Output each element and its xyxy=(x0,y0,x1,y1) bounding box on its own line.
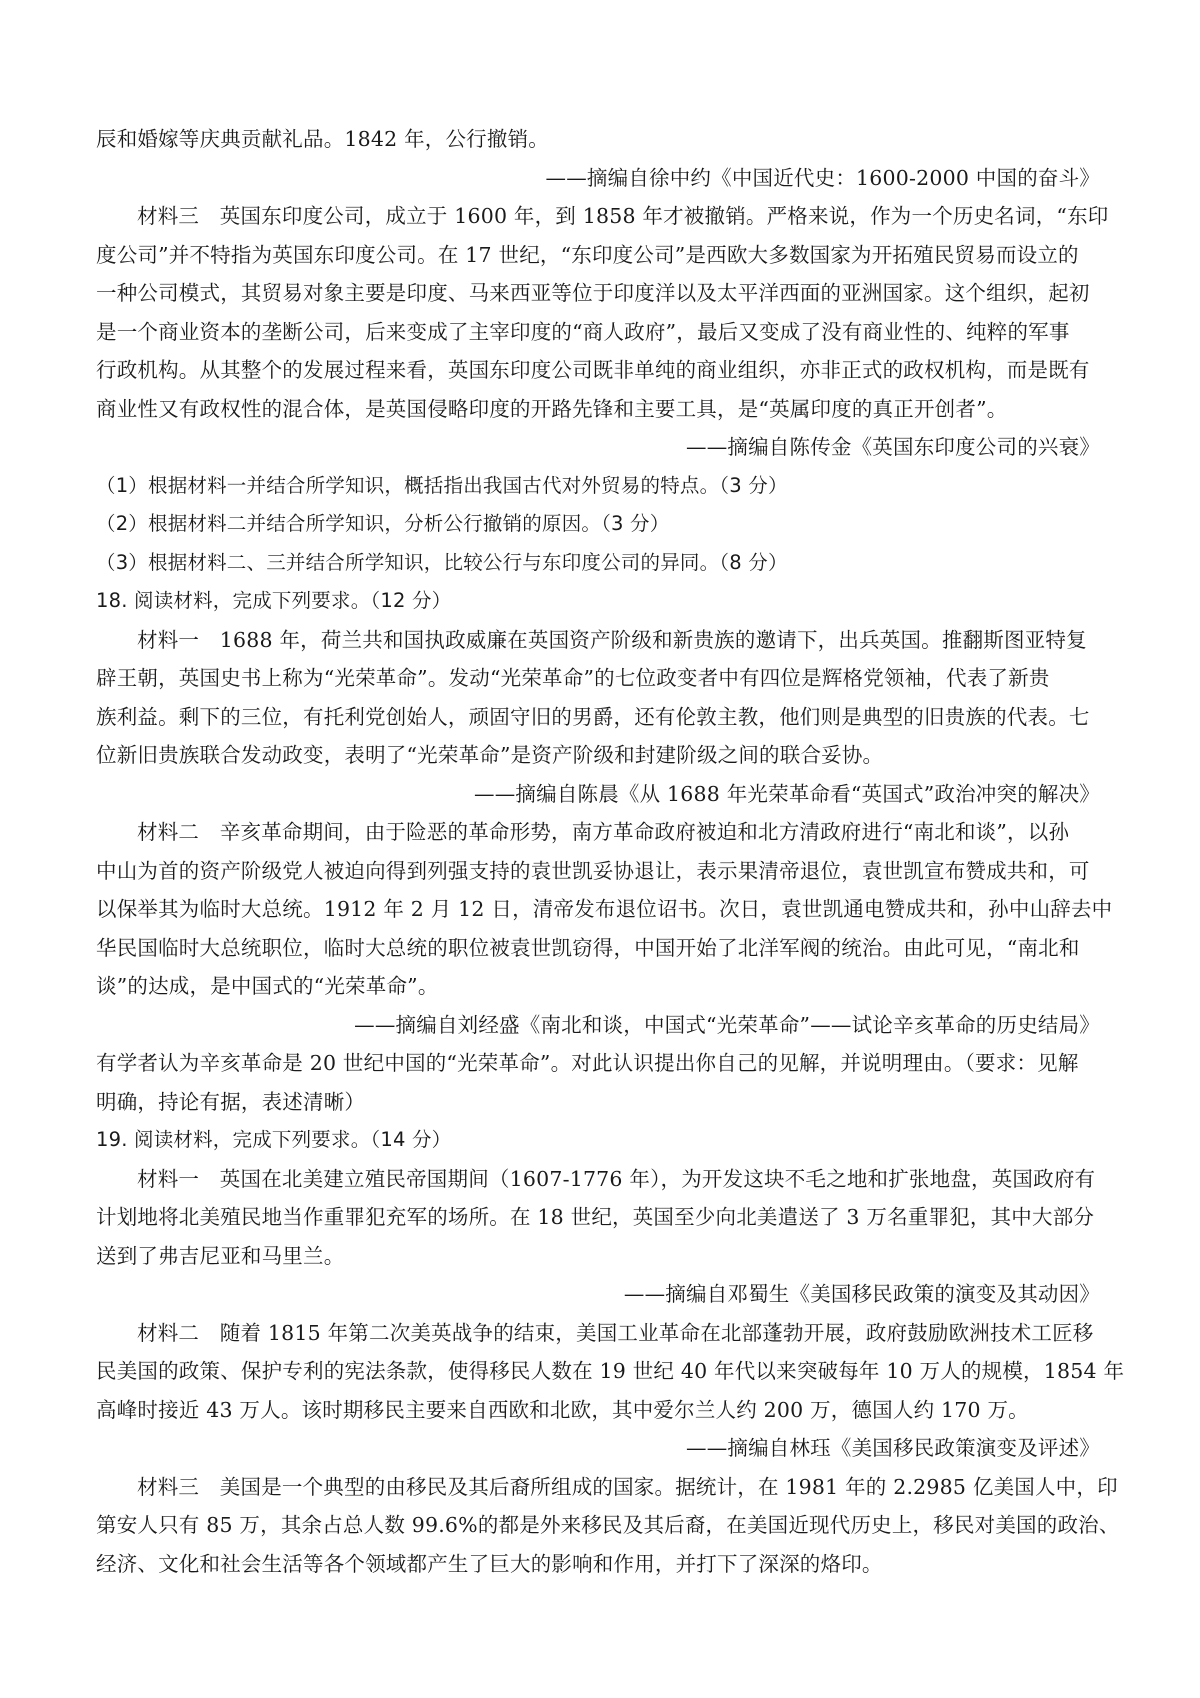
q18-material2-source: ——摘编自刘经盛《南北和谈，中国式“光荣革命”——试论辛亥革命的历史结局》 xyxy=(354,1012,1100,1037)
q17-subquestion-2: （2）根据材料二并结合所学知识，分析公行撤销的原因。（3 分） xyxy=(96,512,670,535)
q19-material3-line: 第安人只有 85 万，其余占总人数 99.6%的都是外来移民及其后裔，在美国近现代历史上，移民对美国的政治、 xyxy=(96,1513,1120,1537)
q19-material2-line: 材料二 随着 1815 年第二次美英战争的结束，美国工业革命在北部蓬勃开展，政府鼓励欧洲技术工匠移 xyxy=(137,1320,1094,1345)
q19-material3-line: 经济、文化和社会生活等各个领域都产生了巨大的影响和作用，并打下了深深的烙印。 xyxy=(96,1551,883,1576)
q19-material1-line: 送到了弗吉尼亚和马里兰。 xyxy=(96,1243,345,1268)
q17-material3-source: ——摘编自陈传金《英国东印度公司的兴衰》 xyxy=(686,435,1100,459)
q17-material3-line: 商业性又有政权性的混合体，是英国侵略印度的开路先锋和主要工具，是“英属印度的真正开创者”。 xyxy=(96,396,1008,421)
q18-material1-line: 位新旧贵族联合发动政变，表明了“光荣革命”是资产阶级和封建阶级之间的联合妥协。 xyxy=(96,743,884,767)
q18-material1-line: 材料一 1688 年，荷兰共和国执政威廉在英国资产阶级和新贵族的邀请下，出兵英国。推翻斯图亚特复 xyxy=(137,627,1087,652)
q18-material2-line: 材料二 辛亥革命期间，由于险恶的革命形势，南方革命政府被迫和北方清政府进行“南北和谈”，以孙 xyxy=(137,820,1070,844)
q17-subquestion-3: （3）根据材料二、三并结合所学知识，比较公行与东印度公司的异同。（8 分） xyxy=(96,550,788,574)
q19-material1-source: ——摘编自邓蜀生《美国移民政策的演变及其动因》 xyxy=(623,1282,1100,1306)
q18-material2-line: 以保举其为临时大总统。1912 年 2 月 12 日，清帝发布退位诏书。次日，袁世凯通电赞成共和，孙中山辞去中 xyxy=(96,897,1113,921)
q19-material1-line: 计划地将北美殖民地当作重罪犯充军的场所。在 18 世纪，英国至少向北美遣送了 3 万名重罪犯，其中大部分 xyxy=(96,1205,1095,1229)
exam-page xyxy=(96,120,1125,1583)
q17-subquestion-1: （1）根据材料一并结合所学知识，概括指出我国古代对外贸易的特点。（3 分） xyxy=(96,473,788,497)
q19-material2-source: ——摘编自林珏《美国移民政策演变及评述》 xyxy=(686,1436,1100,1460)
q18-heading: 18. 阅读材料，完成下列要求。（12 分） xyxy=(96,589,452,612)
q17-material3-line: 是一个商业资本的垄断公司，后来变成了主宰印度的“商人政府”，最后又变成了没有商业性的、纯粹的军事 xyxy=(96,319,1070,344)
q19-material1-line: 材料一 英国在北美建立殖民帝国期间（1607-1776 年），为开发这块不毛之地和扩张地盘，英国政府有 xyxy=(137,1166,1096,1191)
q19-material2-line: 高峰时接近 43 万人。该时期移民主要来自西欧和北欧，其中爱尔兰人约 200 万，德国人约 170 万。 xyxy=(96,1397,1029,1422)
q19-material3-line: 材料三 美国是一个典型的由移民及其后裔所组成的国家。据统计，在 1981 年的 2.2985 亿美国人中，印 xyxy=(137,1474,1118,1499)
q17-material3-line: 度公司”并不特指为英国东印度公司。在 17 世纪，“东印度公司”是西欧大多数国家为开拓殖民贸易而设立的 xyxy=(96,242,1079,267)
q18-material1-source: ——摘编自陈晨《从 1688 年光荣革命看“英国式”政治冲突的解决》 xyxy=(474,781,1100,806)
q17-material3-line: 材料三 英国东印度公司，成立于 1600 年，到 1858 年才被撤销。严格来说，作为一个历史名词，“东印 xyxy=(137,204,1109,228)
q18-task-line: 明确，持论有据，表述清晰） xyxy=(96,1089,366,1114)
q18-material2-line: 谈”的达成，是中国式的“光荣革命”。 xyxy=(96,974,439,998)
q18-material2-line: 华民国临时大总统职位，临时大总统的职位被袁世凯窃得，中国开始了北洋军阀的统治。由此可见，“南北和 xyxy=(96,935,1080,960)
q18-task-line: 有学者认为辛亥革命是 20 世纪中国的“光荣革命”。对此认识提出你自己的见解，并说明理由。（要求：见解 xyxy=(96,1051,1079,1075)
q19-heading: 19. 阅读材料，完成下列要求。（14 分） xyxy=(96,1128,452,1151)
q17-material3-line: 行政机构。从其整个的发展过程来看，英国东印度公司既非单纯的商业组织，亦非正式的政权机构，而是既有 xyxy=(96,358,1090,382)
q17-material2-last-line: 辰和婚嫁等庆典贡献礼品。1842 年，公行撤销。 xyxy=(96,127,549,151)
q19-material2-line: 民美国的政策、保护专利的宪法条款，使得移民人数在 19 世纪 40 年代以来突破每年 10 万人的规模，1854 年 xyxy=(96,1359,1125,1383)
q17-material2-source: ——摘编自徐中约《中国近代史：1600-2000 中国的奋斗》 xyxy=(545,165,1100,190)
q18-material1-line: 辟王朝，英国史书上称为“光荣革命”。发动“光荣革命”的七位政变者中有四位是辉格党领袖，代表了新贵 xyxy=(96,666,1050,690)
q18-material1-line: 族利益。剩下的三位，有托利党创始人，顽固守旧的男爵，还有伦敦主教，他们则是典型的旧贵族的代表。七 xyxy=(96,704,1090,729)
q17-material3-line: 一种公司模式，其贸易对象主要是印度、马来西亚等位于印度洋以及太平洋西面的亚洲国家。这个组织，起初 xyxy=(96,281,1090,305)
q18-material2-line: 中山为首的资产阶级党人被迫向得到列强支持的袁世凯妥协退让，表示果清帝退位，袁世凯宣布赞成共和，可 xyxy=(96,858,1090,883)
